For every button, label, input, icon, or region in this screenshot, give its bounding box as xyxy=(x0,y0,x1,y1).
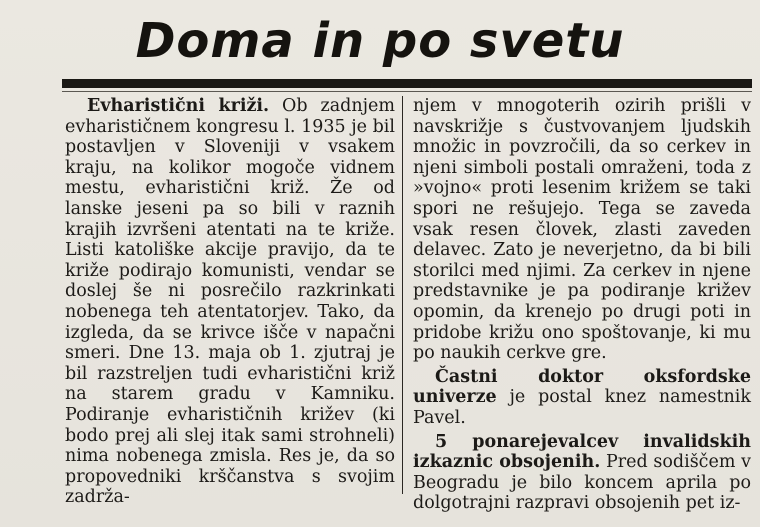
masthead-thick-rule xyxy=(62,79,752,88)
article-paragraph xyxy=(65,96,395,508)
section-masthead xyxy=(0,6,760,76)
news-item-heading: Častni doktor oksfordske univerze xyxy=(413,366,751,408)
right-column xyxy=(413,96,751,514)
news-item xyxy=(413,432,751,514)
masthead-thin-rule xyxy=(62,91,752,92)
news-item-text: je postal knez namestnik Pavel. xyxy=(413,387,751,428)
news-item-heading: 5 ponarejevalcev invalidskih izkaznic obsojenih. xyxy=(413,431,751,473)
left-column xyxy=(65,96,395,508)
news-item-text: Pred sodiščem v Beogradu je bilo koncem aprila po dolgotrajni razpravi obsojenih pet iz- xyxy=(413,452,751,514)
section-title: Doma in po svetu xyxy=(135,13,625,69)
column-divider xyxy=(402,96,403,494)
article-heading: Evharistični križi. xyxy=(87,96,270,116)
news-item xyxy=(413,367,751,429)
article-text: Ob zadnjem evharističnem kongresu l. 1935 je bil postavljen v Sloveniji v vsakem kraju, na kolikor mogoče vidnem mestu, evharistični križ. Že od lanske jeseni pa so bili v raznih krajih izvršeni atentati na te križe. Listi katoliške akcije pravijo, da te križe podirajo komunisti, vendar se doslej še ni posrečilo razkrinkati nobenega teh atentatorjev. Tako, da izgleda, da se krivce išče v napačni smeri. Dne 13. maja ob 1. zjutraj je bil razstreljen tudi evharistični križ na starem gradu v Kamniku. Podiranje evharističnih križev (ki bodo prej ali slej itak sami strohneli) nima nobenega zmisla. Res je, da so propovedniki krščanstva s svojim zadrža- xyxy=(65,96,395,508)
article-continuation: njem v mnogoterih ozirih prišli v navskrižje s čustvovanjem ljudskih množic in povzročili, da so cerkev in njeni simboli postali omraženi, toda z »vojno« proti lesenim križem se taki spori ne rešujejo. Tega se zaveda vsak resen človek, zlasti zaveden delavec. Zato je neverjetno, da bi bili storilci med njimi. Za cerkev in njene predstavnike je pa podiranje križev opomin, da krenejo po drugi poti in pridobe križu ono spoštovanje, ki mu po naukih cerkve gre. xyxy=(413,96,751,364)
